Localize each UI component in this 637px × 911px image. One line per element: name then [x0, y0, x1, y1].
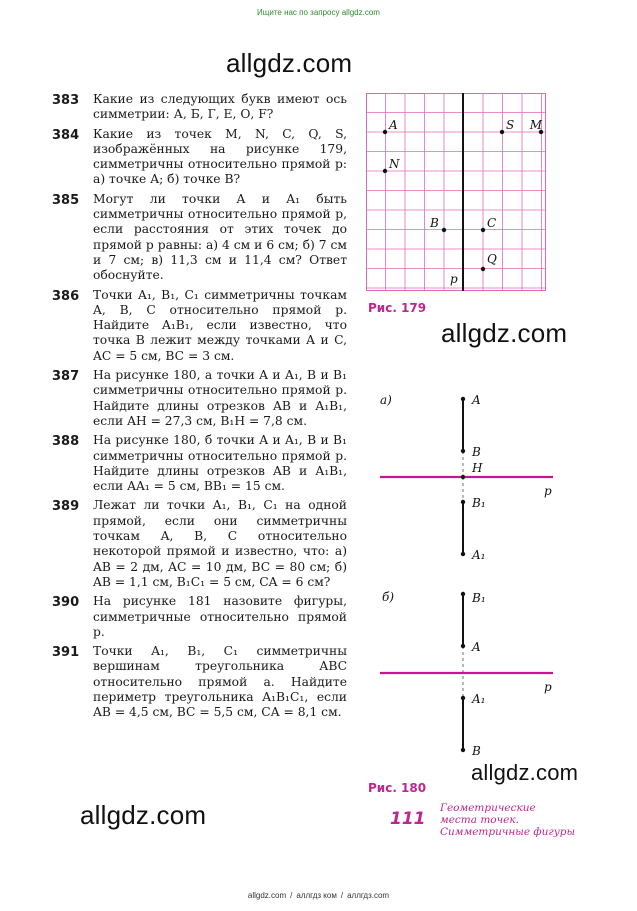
- fig180a-label-a1: A₁: [472, 548, 486, 562]
- figure-180: [370, 388, 570, 778]
- fig179-point-b: [442, 228, 446, 232]
- problem-385: [50, 192, 350, 284]
- problem-text: Точки A₁, B₁, C₁ симметричны точкам A, B, C относительно прямой p. Найдите A₁B₁, если известно, что точка B лежит между точками A и C, AC = 5 см, BC = 3 см.: [93, 287, 347, 363]
- fig180b-label-a: A: [472, 640, 481, 654]
- fig179-label-q: Q: [487, 252, 497, 266]
- problem-text: Точки A₁, B₁, C₁ симметричны вершинам треугольника ABC относительно прямой a. Найдите периметр треугольника A₁B₁C₁, если AB = 4,5 см, BC = 5,5 см, CA = 8,1 см.: [93, 644, 347, 720]
- fig180a-label: а): [380, 393, 392, 407]
- problem-number: 387: [52, 369, 80, 385]
- header-note: Ищите нас по запросу allgdz.com: [257, 8, 380, 17]
- chapter-title-line: Симметричные фигуры: [440, 826, 576, 838]
- fig180b-label-p: p: [544, 680, 552, 694]
- problem-number: 383: [52, 93, 80, 108]
- problem-text: Какие из точек M, N, C, Q, S, изображённых на рисунке 179, симметричны относительно прямой p: а) точке A; б) точке B?: [93, 126, 347, 187]
- problem-text: На рисунке 180, б точки A и A₁, B и B₁ симметричны относительно прямой p. Найдите длины отрезков AB и A₁B₁, если AA₁ = 5 см, BB₁ = 15 см.: [93, 433, 347, 494]
- problem-384: [50, 127, 350, 188]
- figure-179-caption: Рис. 179: [368, 301, 427, 315]
- problem-text: Лежат ли точки A₁, B₁, C₁ на одной прямой, если они симметричны точкам A, B, C относительно некоторой прямой и известно, что: а) AB = 2 дм, AC = 10 дм, BC = 80 см; б) AB = 1,1 см, B₁C₁ = 5 см, CA = 6 см?: [93, 498, 347, 589]
- problem-389: [50, 498, 350, 590]
- fig180a-label-h: H: [472, 461, 483, 475]
- fig180a-label-p: p: [544, 484, 552, 498]
- page-number: 111: [390, 809, 426, 829]
- fig180a-point-b1: [461, 500, 465, 504]
- fig180a-label-b: B: [472, 445, 481, 459]
- fig179-label-n: N: [389, 157, 400, 171]
- problem-391: [50, 644, 350, 720]
- fig179-label-a: A: [389, 118, 398, 132]
- problem-388: [50, 433, 350, 494]
- fig180a-point-a: [461, 397, 465, 401]
- watermark: allgdz.com: [226, 48, 353, 78]
- fig180b-point-a1: [461, 696, 465, 700]
- problem-text: На рисунке 181 назовите фигуры, симметричные относительно прямой p.: [93, 594, 347, 639]
- problem-text: На рисунке 180, а точки A и A₁, B и B₁ симметричны относительно прямой p. Найдите длины отрезков AB и A₁B₁, если AH = 27,3 см, B₁H = 7,8 см.: [93, 368, 347, 428]
- figure-180-caption: Рис. 180: [368, 781, 427, 795]
- fig179-label-m: M: [529, 118, 542, 132]
- problem-number: 390: [52, 595, 80, 611]
- fig179-point-a: [383, 130, 387, 134]
- fig180a-point-a1: [461, 552, 465, 556]
- problem-number: 391: [52, 645, 80, 661]
- chapter-title-line: места точек.: [440, 814, 519, 826]
- problem-number: 388: [52, 434, 80, 450]
- problem-text: Могут ли точки A и A₁ быть симметричны относительно прямой p, если расстояния от этих точек до прямой p равны: а) 4 см и 6 см; б) 7 см и 7 см; в) 11,3 см и 11,4 см? Ответ обоснуйте.: [93, 191, 347, 283]
- watermark: allgdz.com: [441, 318, 568, 348]
- fig179-point-q: [481, 267, 485, 271]
- fig180b-label-b: B: [472, 744, 481, 758]
- fig180a-point-b: [461, 449, 465, 453]
- fig179-label-b: B: [430, 216, 439, 230]
- problem-number: 385: [52, 192, 80, 208]
- watermark: allgdz.com: [471, 760, 579, 785]
- fig180b-label: б): [382, 590, 395, 604]
- problem-390: [50, 594, 350, 640]
- fig179-label-p: p: [450, 272, 458, 286]
- problem-number: 389: [52, 499, 80, 515]
- fig180a-point-h: [461, 475, 465, 479]
- chapter-title-line: Геометрические: [440, 802, 536, 814]
- watermark: allgdz.com: [80, 800, 207, 830]
- problem-text: Какие из следующих букв имеют ось симметрии: А, Б, Г, Е, О, F?: [93, 92, 347, 122]
- footer-link[interactable]: allgdz.com: [247, 891, 287, 900]
- problem-number: 384: [52, 127, 80, 143]
- problem-383: [50, 92, 350, 123]
- fig180b-point-a: [461, 644, 465, 648]
- fig179-point-n: [383, 169, 387, 173]
- fig180a-label-a: A: [472, 393, 481, 407]
- fig179-label-s: S: [506, 118, 515, 132]
- problem-386: [50, 288, 350, 364]
- problem-387: [50, 368, 350, 429]
- fig179-label-c: C: [487, 216, 497, 230]
- problem-list: [50, 92, 350, 725]
- fig180b-point-b1: [461, 592, 465, 596]
- fig179-point-c: [481, 228, 485, 232]
- fig180a-label-b1: B₁: [472, 496, 486, 510]
- fig179-point-s: [500, 130, 504, 134]
- fig180b-point-b: [461, 748, 465, 752]
- footer-links: allgdz.com / аллгдз ком / аллгдз.com: [247, 891, 390, 900]
- fig180b-label-b1: B₁: [472, 591, 486, 605]
- footer-link[interactable]: аллгдз.com: [347, 891, 390, 900]
- fig180b-label-a1: A₁: [472, 692, 486, 706]
- chapter-title: [440, 802, 600, 838]
- figure-179: [366, 93, 546, 291]
- footer-link[interactable]: аллгдз ком: [296, 891, 337, 900]
- problem-number: 386: [52, 288, 80, 304]
